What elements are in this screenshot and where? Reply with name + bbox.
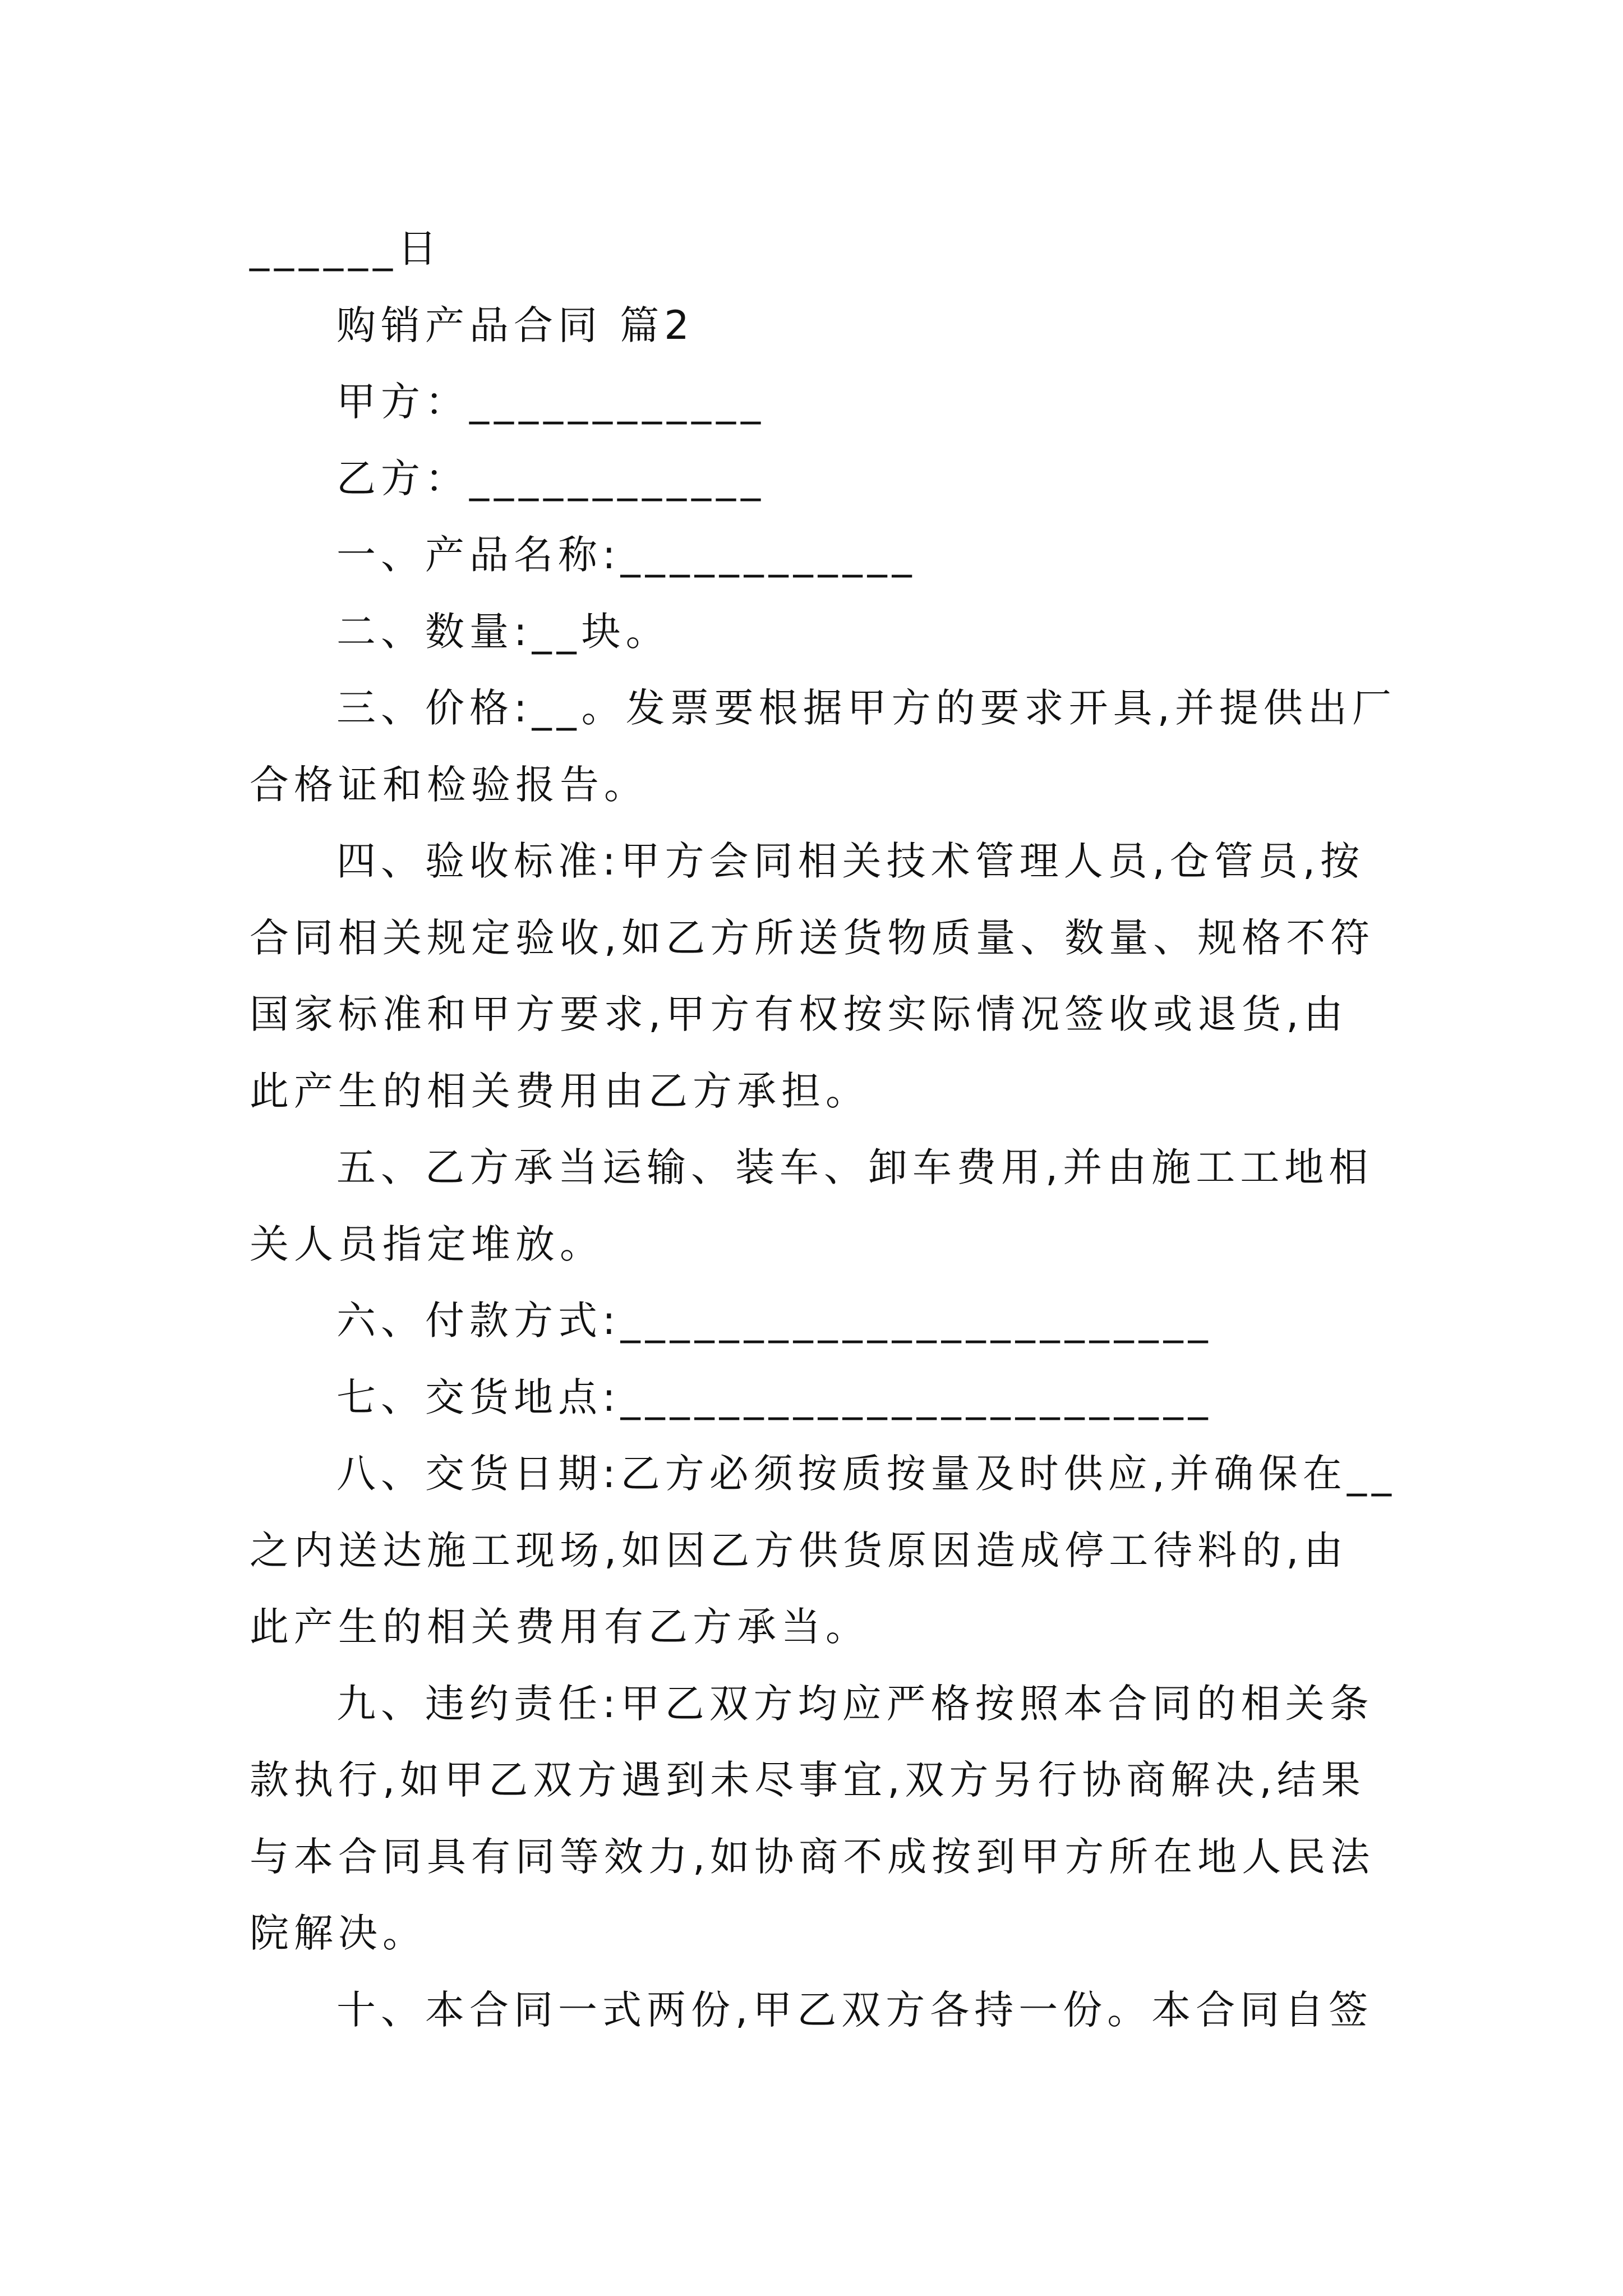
clause-7: 七、交货地点:________________________ bbox=[336, 1374, 1213, 1420]
clause-2: 二、数量:__块。 bbox=[336, 608, 670, 655]
clause-5: 五、乙方承当运输、装车、卸车费用,并由施工工地相 bbox=[336, 1144, 1373, 1190]
clause-4: 四、验收标准:甲方会同相关技术管理人员,仓管员,按 bbox=[336, 838, 1365, 884]
clause-9-cont: 款执行,如甲乙双方遇到未尽事宜,双方另行协商解决,结果 bbox=[250, 1757, 1366, 1803]
clause-9-cont: 与本合同具有同等效力,如协商不成按到甲方所在地人民法 bbox=[250, 1833, 1375, 1880]
clause-4-cont: 国家标准和甲方要求,甲方有权按实际情况签收或退货,由 bbox=[250, 991, 1348, 1037]
clause-8: 八、交货日期:乙方必须按质按量及时供应,并确保在__ bbox=[336, 1451, 1396, 1497]
clause-8-cont: 此产生的相关费用有乙方承当。 bbox=[250, 1604, 870, 1650]
clause-5-cont: 关人员指定堆放。 bbox=[250, 1221, 604, 1267]
clause-9-cont: 院解决。 bbox=[250, 1910, 427, 1956]
party-b-field: 乙方：____________ bbox=[336, 455, 766, 501]
clause-4-cont: 合同相关规定验收,如乙方所送货物质量、数量、规格不符 bbox=[250, 914, 1375, 961]
clause-3-cont: 合格证和检验报告。 bbox=[250, 761, 648, 808]
clause-1: 一、产品名称:____________ bbox=[336, 532, 917, 578]
clause-8-cont: 之内送达施工现场,如因乙方供货原因造成停工待料的,由 bbox=[250, 1527, 1348, 1573]
clause-4-cont: 此产生的相关费用由乙方承担。 bbox=[250, 1068, 870, 1114]
text-line: ______日 bbox=[250, 226, 442, 272]
document-title: 购销产品合同 篇2 bbox=[336, 302, 694, 348]
clause-10: 十、本合同一式两份,甲乙双方各持一份。本合同自签 bbox=[336, 1986, 1373, 2033]
document-page bbox=[250, 210, 1396, 2048]
clause-6: 六、付款方式:________________________ bbox=[336, 1297, 1213, 1343]
clause-9: 九、违约责任:甲乙双方均应严格按照本合同的相关条 bbox=[336, 1680, 1374, 1727]
party-a-field: 甲方：____________ bbox=[336, 379, 766, 425]
clause-3: 三、价格:__。发票要根据甲方的要求开具,并提供出厂 bbox=[336, 685, 1396, 731]
